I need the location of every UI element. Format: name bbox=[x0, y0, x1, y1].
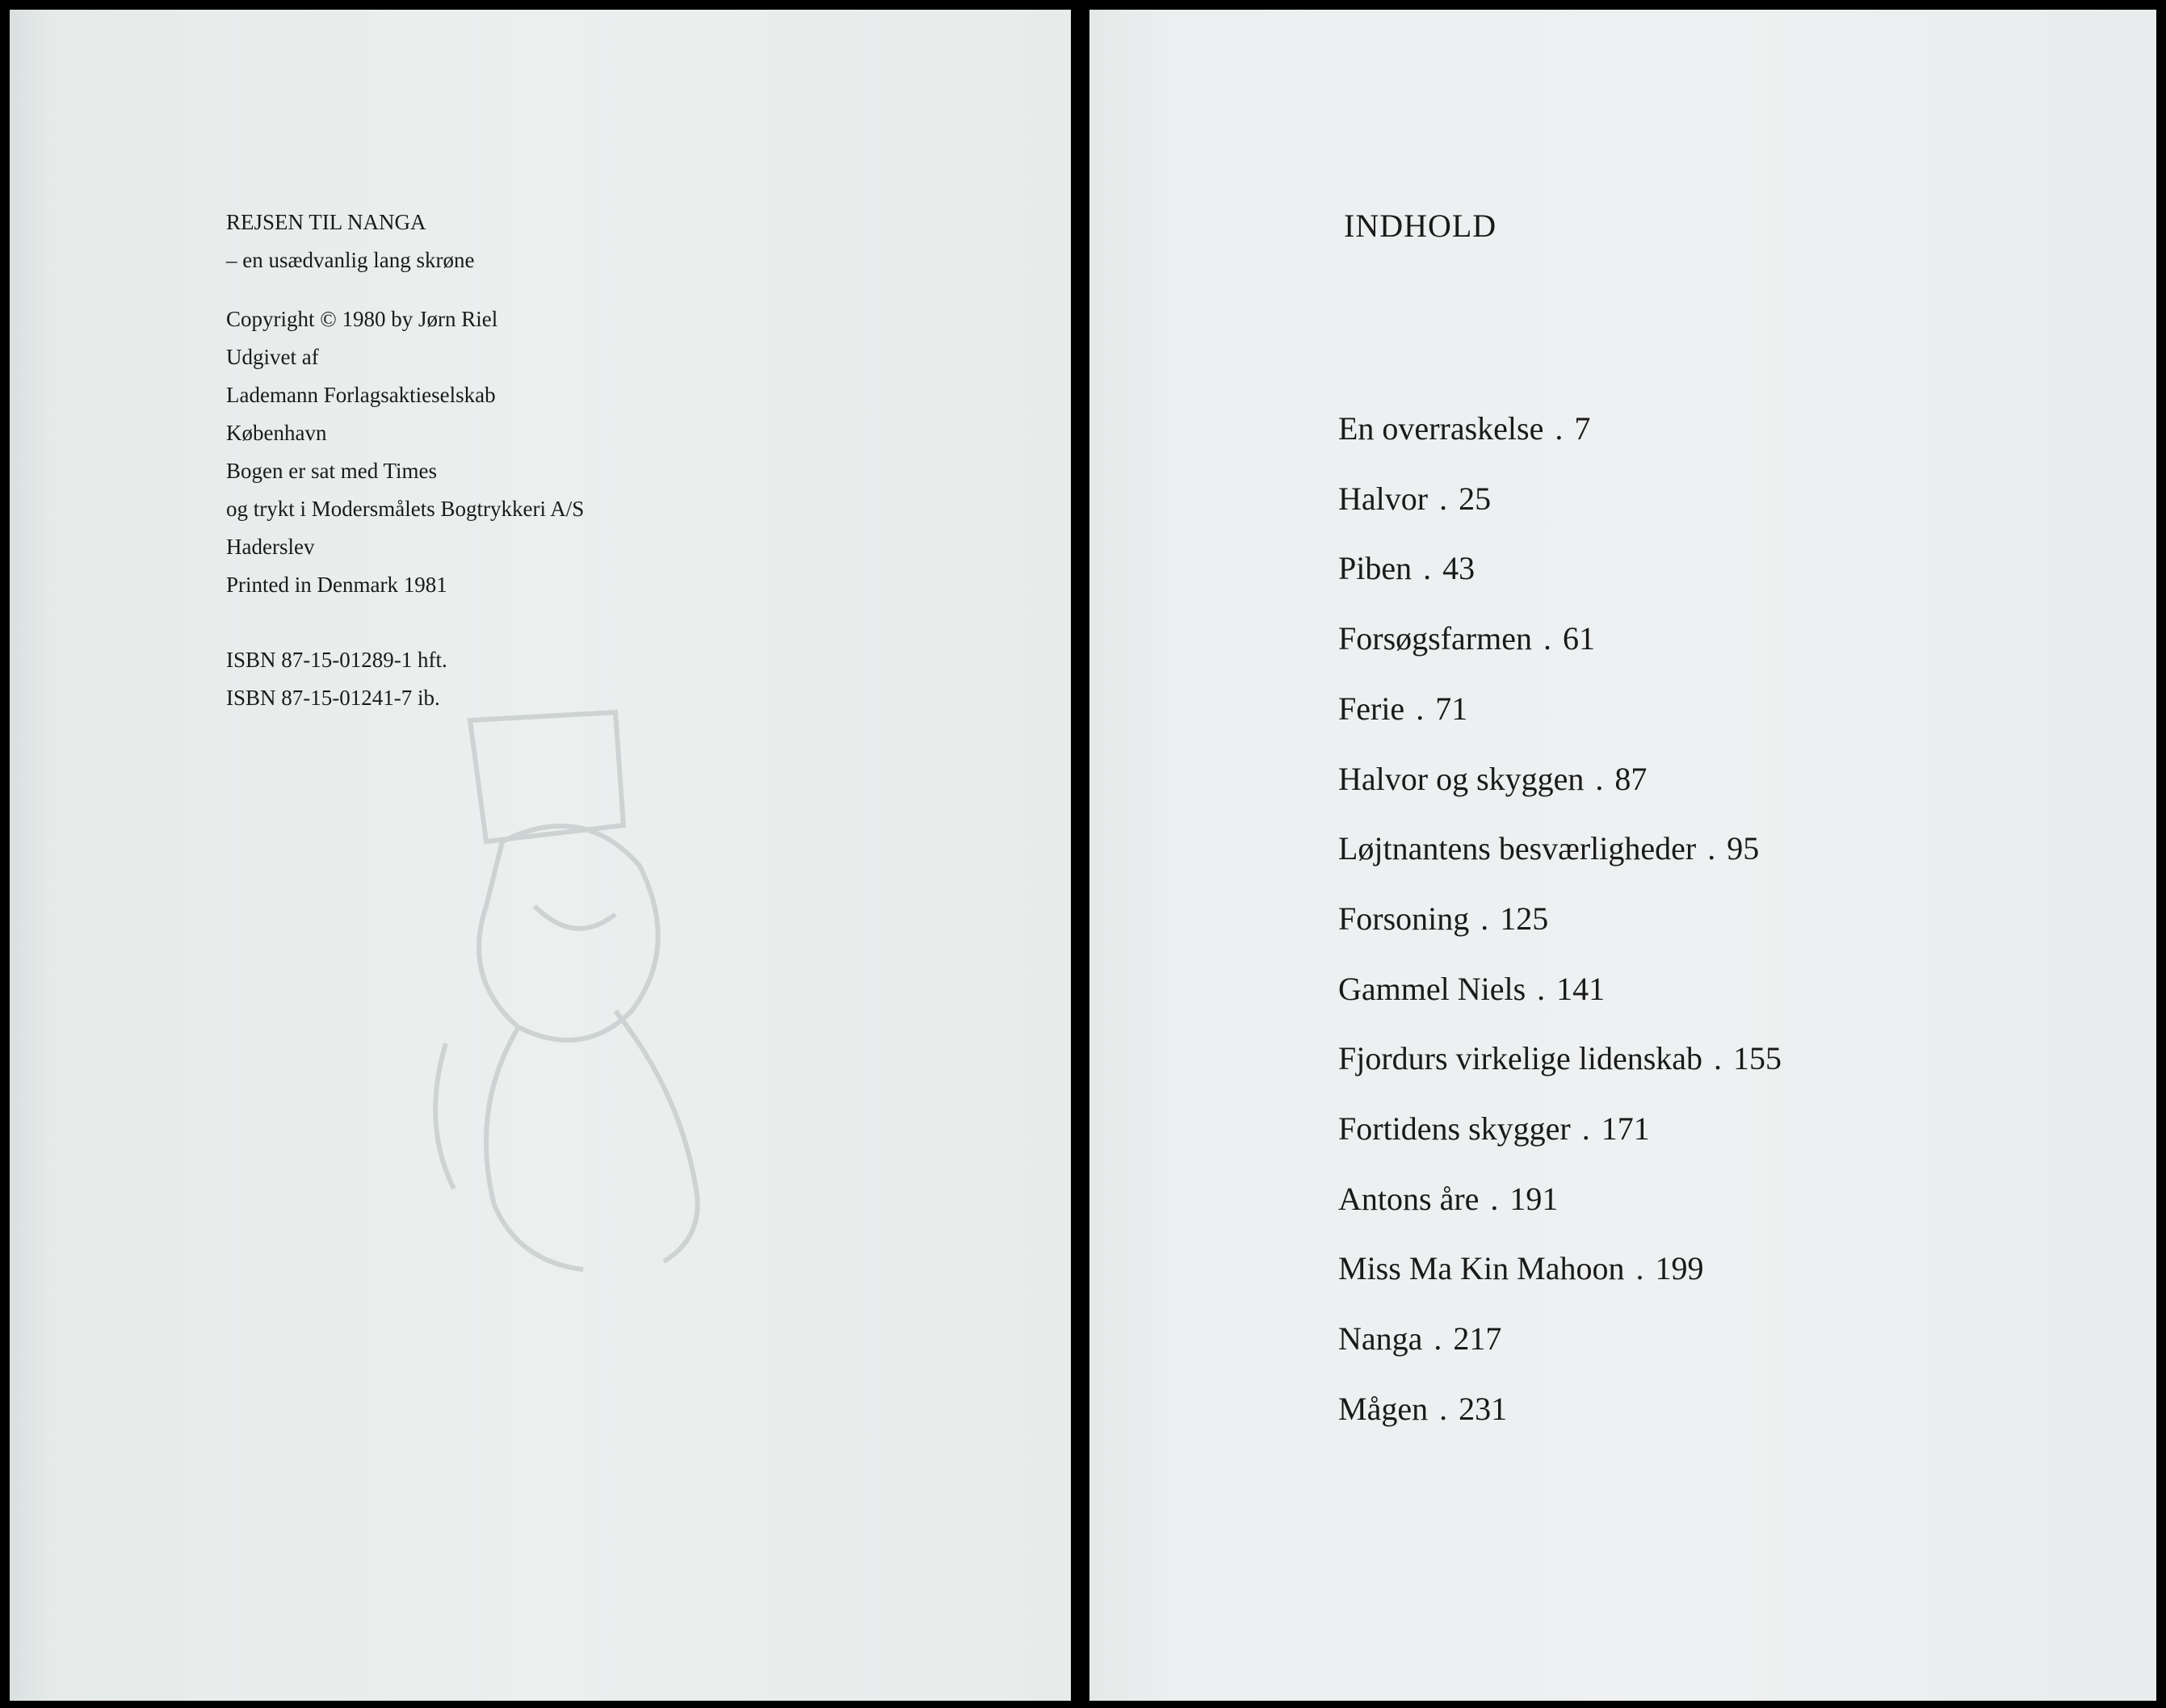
toc-entry-page-number: 199 bbox=[1655, 1250, 1704, 1287]
book-gutter bbox=[1071, 10, 1089, 1701]
colophon-line: Udgivet af bbox=[226, 345, 319, 369]
toc-entry-separator: . bbox=[1595, 760, 1604, 797]
toc-entry-page-number: 7 bbox=[1574, 410, 1591, 447]
toc-entry bbox=[1338, 814, 1782, 884]
toc-entry-page-number: 191 bbox=[1509, 1180, 1559, 1217]
toc-entry bbox=[1338, 1094, 1782, 1165]
toc-entry-page-number: 171 bbox=[1601, 1110, 1650, 1148]
toc-entry-separator: . bbox=[1490, 1180, 1499, 1217]
toc-entry-title: Piben bbox=[1338, 550, 1413, 587]
toc-entry-page-number: 25 bbox=[1459, 480, 1492, 517]
toc-entry-title: Løjtnantens besværligheder bbox=[1338, 830, 1697, 867]
toc-entry-title: En overraskelse bbox=[1338, 410, 1544, 447]
colophon-line: og trykt i Modersmålets Bogtrykkeri A/S bbox=[226, 497, 585, 521]
toc-entry-page-number: 155 bbox=[1733, 1040, 1782, 1077]
toc-entry bbox=[1338, 674, 1782, 745]
toc-entry-title: Antons åre bbox=[1338, 1180, 1480, 1217]
isbn-line: ISBN 87-15-01241-7 ib. bbox=[226, 686, 440, 710]
toc-entry-page-number: 43 bbox=[1442, 550, 1475, 587]
toc-entry-separator: . bbox=[1434, 1320, 1442, 1358]
toc-entry-title: Mågen bbox=[1338, 1390, 1429, 1427]
toc-entry-page-number: 95 bbox=[1727, 830, 1760, 867]
colophon bbox=[226, 204, 584, 717]
colophon-line: Bogen er sat med Times bbox=[226, 459, 437, 483]
toc-entry bbox=[1338, 1234, 1782, 1304]
toc-entry-separator: . bbox=[1423, 550, 1432, 587]
toc-entry-separator: . bbox=[1543, 620, 1551, 657]
bleed-through-illustration bbox=[373, 704, 777, 1286]
left-page bbox=[10, 10, 1071, 1701]
toc-entry-title: Forsøgsfarmen bbox=[1338, 620, 1532, 657]
toc-entry-title: Miss Ma Kin Mahoon bbox=[1338, 1250, 1625, 1287]
toc-entry bbox=[1338, 534, 1782, 604]
toc-entry bbox=[1338, 955, 1782, 1025]
toc-entry-separator: . bbox=[1635, 1250, 1644, 1287]
toc-entry-separator: . bbox=[1480, 900, 1489, 937]
toc-entry-title: Nanga bbox=[1338, 1320, 1423, 1358]
toc-entry-separator: . bbox=[1714, 1040, 1723, 1077]
toc-entry-separator: . bbox=[1416, 690, 1425, 727]
book-title: REJSEN TIL NANGA bbox=[226, 210, 426, 234]
toc-entry-title: Forsoning bbox=[1338, 900, 1470, 937]
table-of-contents bbox=[1338, 394, 1782, 1445]
toc-entry-separator: . bbox=[1439, 480, 1448, 517]
toc-entry-separator: . bbox=[1707, 830, 1716, 867]
toc-entry-title: Fjordurs virkelige lidenskab bbox=[1338, 1040, 1703, 1077]
toc-entry-page-number: 71 bbox=[1435, 690, 1468, 727]
toc-entry bbox=[1338, 1374, 1782, 1445]
toc-entry-page-number: 141 bbox=[1556, 970, 1606, 1007]
colophon-line: Lademann Forlagsaktieselskab bbox=[226, 383, 496, 407]
toc-entry bbox=[1338, 394, 1782, 464]
colophon-line: Haderslev bbox=[226, 535, 315, 559]
toc-entry-title: Fortidens skygger bbox=[1338, 1110, 1571, 1148]
toc-entry bbox=[1338, 604, 1782, 674]
toc-entry-page-number: 87 bbox=[1614, 760, 1648, 797]
toc-entry-page-number: 231 bbox=[1459, 1390, 1508, 1427]
toc-entry-separator: . bbox=[1537, 970, 1546, 1007]
toc-entry bbox=[1338, 745, 1782, 815]
colophon-line: København bbox=[226, 421, 327, 445]
toc-entry bbox=[1338, 1304, 1782, 1374]
toc-entry bbox=[1338, 884, 1782, 955]
toc-entry-title: Ferie bbox=[1338, 690, 1405, 727]
toc-entry-title: Gammel Niels bbox=[1338, 970, 1526, 1007]
book-subtitle: – en usædvanlig lang skrøne bbox=[226, 248, 475, 272]
toc-entry bbox=[1338, 1165, 1782, 1235]
toc-entry bbox=[1338, 464, 1782, 535]
toc-entry-separator: . bbox=[1555, 410, 1564, 447]
toc-entry-separator: . bbox=[1439, 1390, 1448, 1427]
toc-entry-page-number: 217 bbox=[1453, 1320, 1502, 1358]
toc-entry-title: Halvor og skyggen bbox=[1338, 760, 1585, 797]
toc-entry-title: Halvor bbox=[1338, 480, 1429, 517]
toc-entry bbox=[1338, 1024, 1782, 1094]
toc-entry-page-number: 125 bbox=[1500, 900, 1549, 937]
toc-title: INDHOLD bbox=[1344, 208, 1497, 244]
toc-entry-page-number: 61 bbox=[1562, 620, 1595, 657]
colophon-line: Copyright © 1980 by Jørn Riel bbox=[226, 307, 498, 331]
colophon-line: Printed in Denmark 1981 bbox=[226, 573, 447, 597]
toc-entry-separator: . bbox=[1581, 1110, 1590, 1148]
isbn-line: ISBN 87-15-01289-1 hft. bbox=[226, 648, 447, 672]
